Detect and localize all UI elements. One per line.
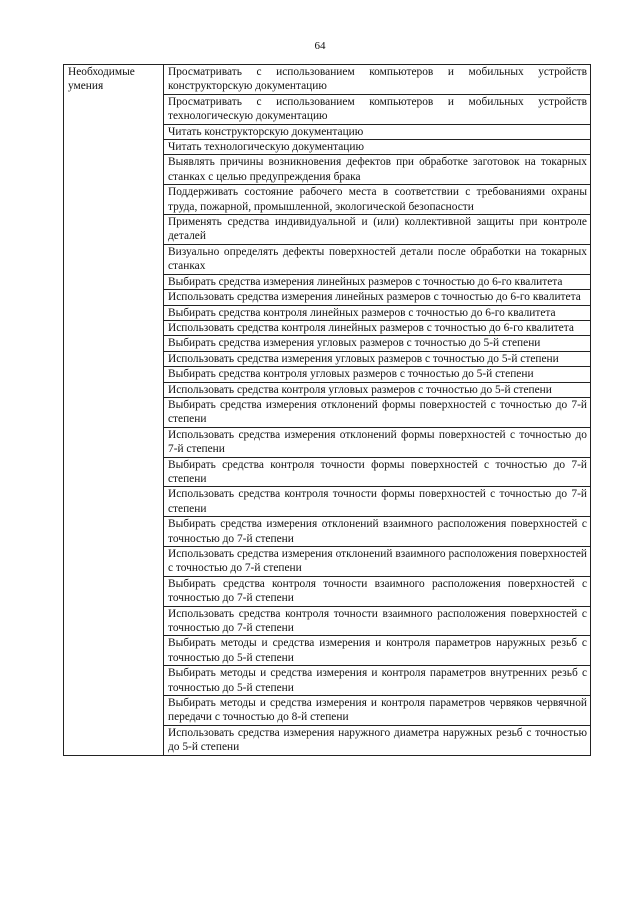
skill-cell: Выбирать средства контроля точности формы поверхностей с точностью до 7-й степени bbox=[164, 457, 591, 487]
skill-cell: Выбирать средства контроля угловых размеров с точностью до 5-й степени bbox=[164, 367, 591, 382]
skill-cell: Выбирать методы и средства измерения и контроля параметров червяков червячной передачи с точностью до 8-й степени bbox=[164, 696, 591, 726]
skill-cell: Выбирать средства контроля линейных размеров с точностью до 6-го квалитета bbox=[164, 305, 591, 320]
skills-table-body bbox=[64, 65, 591, 756]
skill-cell: Использовать средства измерения угловых размеров с точностью до 5-й степени bbox=[164, 351, 591, 366]
skill-cell: Использовать средства контроля точности формы поверхностей с точностью до 7-й степени bbox=[164, 487, 591, 517]
skill-cell: Выбирать средства измерения линейных размеров с точностью до 6-го квалитета bbox=[164, 274, 591, 289]
skill-cell: Читать конструкторскую документацию bbox=[164, 124, 591, 139]
skill-cell: Выбирать средства измерения отклонений взаимного расположения поверхностей с точностью до 7-й степени bbox=[164, 517, 591, 547]
table-row bbox=[64, 65, 591, 95]
skill-cell: Просматривать с использованием компьютеров и мобильных устройств технологическую документацию bbox=[164, 94, 591, 124]
section-label: Необходимые умения bbox=[64, 65, 164, 756]
skill-cell: Выбирать средства измерения угловых размеров с точностью до 5-й степени bbox=[164, 336, 591, 351]
skill-cell: Использовать средства контроля угловых размеров с точностью до 5-й степени bbox=[164, 382, 591, 397]
skill-cell: Использовать средства контроля линейных размеров с точностью до 6-го квалитета bbox=[164, 320, 591, 335]
skill-cell: Выбирать средства измерения отклонений формы поверхностей с точностью до 7-й степени bbox=[164, 397, 591, 427]
skill-cell: Выявлять причины возникновения дефектов при обработке заготовок на токарных станках с целью предупреждения брака bbox=[164, 155, 591, 185]
skill-cell: Читать технологическую документацию bbox=[164, 140, 591, 155]
skill-cell: Использовать средства измерения отклонений формы поверхностей с точностью до 7-й степени bbox=[164, 427, 591, 457]
skill-cell: Использовать средства измерения наружного диаметра наружных резьб с точностью до 5-й степени bbox=[164, 725, 591, 755]
skill-cell: Выбирать методы и средства измерения и контроля параметров наружных резьб с точностью до 5-й степени bbox=[164, 636, 591, 666]
skill-cell: Выбирать методы и средства измерения и контроля параметров внутренних резьб с точностью до 5-й степени bbox=[164, 666, 591, 696]
skill-cell: Применять средства индивидуальной и (или) коллективной защиты при контроле деталей bbox=[164, 215, 591, 245]
page-number: 64 bbox=[314, 40, 326, 52]
skill-cell: Использовать средства измерения отклонений взаимного расположения поверхностей с точностью до 7-й степени bbox=[164, 547, 591, 577]
skill-cell: Использовать средства контроля точности взаимного расположения поверхностей с точностью до 7-й степени bbox=[164, 606, 591, 636]
skill-cell: Просматривать с использованием компьютеров и мобильных устройств конструкторскую документацию bbox=[164, 65, 591, 95]
skill-cell: Выбирать средства контроля точности взаимного расположения поверхностей с точностью до 7-й степени bbox=[164, 576, 591, 606]
skill-cell: Использовать средства измерения линейных размеров с точностью до 6-го квалитета bbox=[164, 290, 591, 305]
skill-cell: Поддерживать состояние рабочего места в соответствии с требованиями охраны труда, пожарной, промышленной, экологической безопасности bbox=[164, 185, 591, 215]
skills-table bbox=[63, 64, 591, 756]
skill-cell: Визуально определять дефекты поверхностей детали после обработки на токарных станках bbox=[164, 244, 591, 274]
